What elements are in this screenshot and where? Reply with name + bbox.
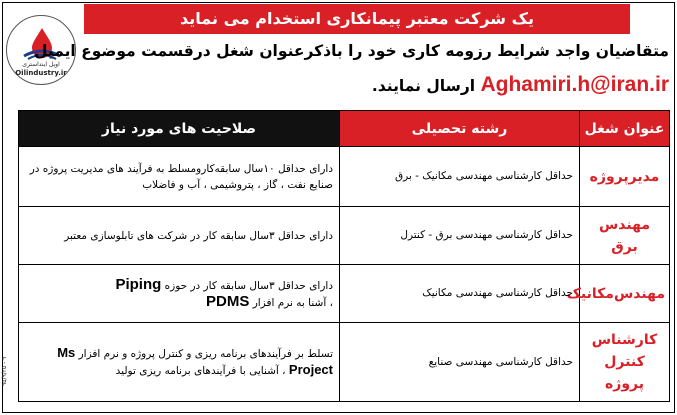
table-row	[19, 147, 670, 207]
job-education: حداقل کارشناسی مهندسی صنایع	[340, 323, 580, 402]
job-title: مهندس‌مکانیک	[580, 265, 670, 323]
job-education: حداقل کارشناسی مهندسی برق - کنترل	[340, 207, 580, 265]
job-title-line: کارشناس	[591, 332, 658, 348]
job-title	[580, 323, 670, 402]
hiring-banner: یک شرکت معتبر پیمانکاری استخدام می نماید	[84, 4, 630, 34]
job-education: حداقل کارشناسی مهندسی مکانیک	[340, 265, 580, 323]
table-row	[19, 207, 670, 265]
job-skills: دارای حداقل ۳سال سابقه کار در شرکت های تابلوسازی معتبر	[19, 207, 340, 265]
header-skills: صلاحیت های مورد نیاز	[19, 111, 340, 147]
table-header-row	[19, 111, 670, 147]
job-skills	[19, 265, 340, 323]
intro-line-1: متقاضیان واجد شرایط رزومه کاری خود را باذکرعنوان شغل درقسمت موضوع ایمیل	[34, 42, 669, 60]
header-education: رشته تحصیلی	[340, 111, 580, 147]
intro-line-2-suffix: ارسال نمایند.	[371, 77, 476, 95]
table-row	[19, 323, 670, 402]
skills-text: تسلط بر فرآیندهای برنامه ریزی و کنترل پروژه و نرم افزار	[78, 348, 333, 360]
skills-term-pdms: PDMS	[206, 292, 250, 310]
job-title-line: کنترل پروژه	[604, 354, 645, 392]
table-row	[19, 265, 670, 323]
jobs-table	[18, 110, 670, 402]
logo-text-en: Oilindustry.ir	[15, 69, 67, 77]
job-title: مدیرپروژه	[580, 147, 670, 207]
logo-text-fa: اویل اینداستری	[22, 61, 60, 68]
job-title: مهندس برق	[580, 207, 670, 265]
job-skills	[19, 323, 340, 402]
contact-email[interactable]: Aghamiri.h@iran.ir	[480, 73, 669, 96]
skills-text: دارای حداقل ۳سال سابقه کار در حوزه	[164, 279, 333, 292]
skills-text: ، آشنا به نرم افزار	[252, 296, 333, 309]
job-skills: دارای حداقل ۱۰سال سابقه‌کارومسلط به فرآیند های مدیریت پروژه در صنایع نفت ، گاز ، پتروشیمی ، آب و فاضلاب	[19, 147, 340, 207]
ad-code: ۹۵/۹/۲۵ - ۹	[1, 356, 8, 386]
skills-term-piping: Piping	[115, 275, 162, 293]
header-job-title: عنوان شغل	[580, 111, 670, 147]
intro-line-2	[89, 72, 669, 99]
skills-text: ، آشنایی با فرآیندهای برنامه ریزی تولید	[115, 365, 286, 377]
skills-term-ms-project: Ms Project	[57, 345, 333, 377]
job-education: حداقل کارشناسی مهندسی مکانیک - برق	[340, 147, 580, 207]
